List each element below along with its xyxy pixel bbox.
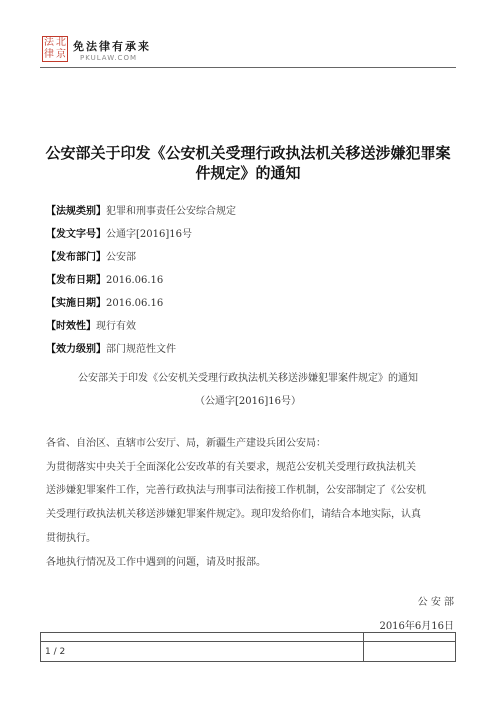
meta-key: 【法规类别】: [46, 206, 106, 217]
meta-row: [46, 320, 136, 334]
footer-column-divider: [363, 633, 364, 661]
meta-value: 现行有效: [96, 321, 136, 332]
paragraph-line: 贯彻执行。: [46, 533, 96, 544]
meta-value: 2016.06.16: [106, 298, 164, 309]
meta-key: 【发文字号】: [46, 229, 106, 240]
meta-value: 犯罪和刑事责任公安综合规定: [106, 206, 236, 217]
meta-row: [46, 205, 236, 219]
brand-url: PKULAW.COM: [80, 54, 137, 62]
logo-char: 法: [44, 37, 54, 48]
meta-row: [46, 228, 192, 242]
logo-char: 律: [44, 49, 54, 60]
footer-table: [40, 632, 456, 662]
logo-char: 京: [56, 49, 66, 60]
meta-row: [46, 274, 163, 288]
paragraph-line: 为贯彻落实中央关于全面深化公安改革的有关要求，规范公安机关受理行政执法机关: [46, 462, 416, 473]
meta-key: 【时效性】: [46, 321, 96, 332]
meta-row: [46, 297, 163, 311]
meta-row: [46, 343, 176, 357]
paragraph-line: 关受理行政执法机关移送涉嫌犯罪案件规定》。现印发给你们，请结合本地实际，认真: [46, 509, 421, 520]
addressee: 各省、自治区、直辖市公安厅、局，新疆生产建设兵团公安局：: [46, 438, 326, 449]
logo: [42, 36, 68, 62]
document-number: （公通字[2016]16号）: [195, 396, 301, 407]
meta-value: 公安部: [106, 252, 136, 263]
brand-name: 免法律有承来: [73, 40, 151, 53]
meta-key: 【发布部门】: [46, 252, 106, 263]
meta-key: 【发布日期】: [46, 275, 106, 286]
meta-row: [46, 251, 136, 265]
header-divider: [40, 67, 456, 68]
logo-char: 北: [56, 37, 66, 48]
document-title: 公安部关于印发《公安机关受理行政执法机关移送涉嫌犯罪案件规定》的通知: [45, 144, 451, 182]
signature: 公 安 部: [417, 597, 454, 608]
paragraph-line: 送涉嫌犯罪案件工作，完善行政执法与刑事司法衔接工作机制，公安部制定了《公安机: [46, 485, 426, 496]
closing-paragraph: 各地执行情况及工作中遇到的问题，请及时报部。: [46, 557, 266, 568]
meta-value: 部门规范性文件: [106, 344, 176, 355]
body-subtitle: 公安部关于印发《公安机关受理行政执法机关移送涉嫌犯罪案件规定》的通知: [78, 373, 418, 384]
footer-row-divider: [41, 641, 455, 642]
meta-value: 2016.06.16: [106, 275, 164, 286]
issue-date: 2016年6月16日: [379, 621, 454, 632]
page-indicator: 1 / 2: [45, 647, 66, 657]
meta-value: 公通字[2016]16号: [106, 229, 192, 240]
meta-key: 【实施日期】: [46, 298, 106, 309]
meta-key: 【效力级别】: [46, 344, 106, 355]
